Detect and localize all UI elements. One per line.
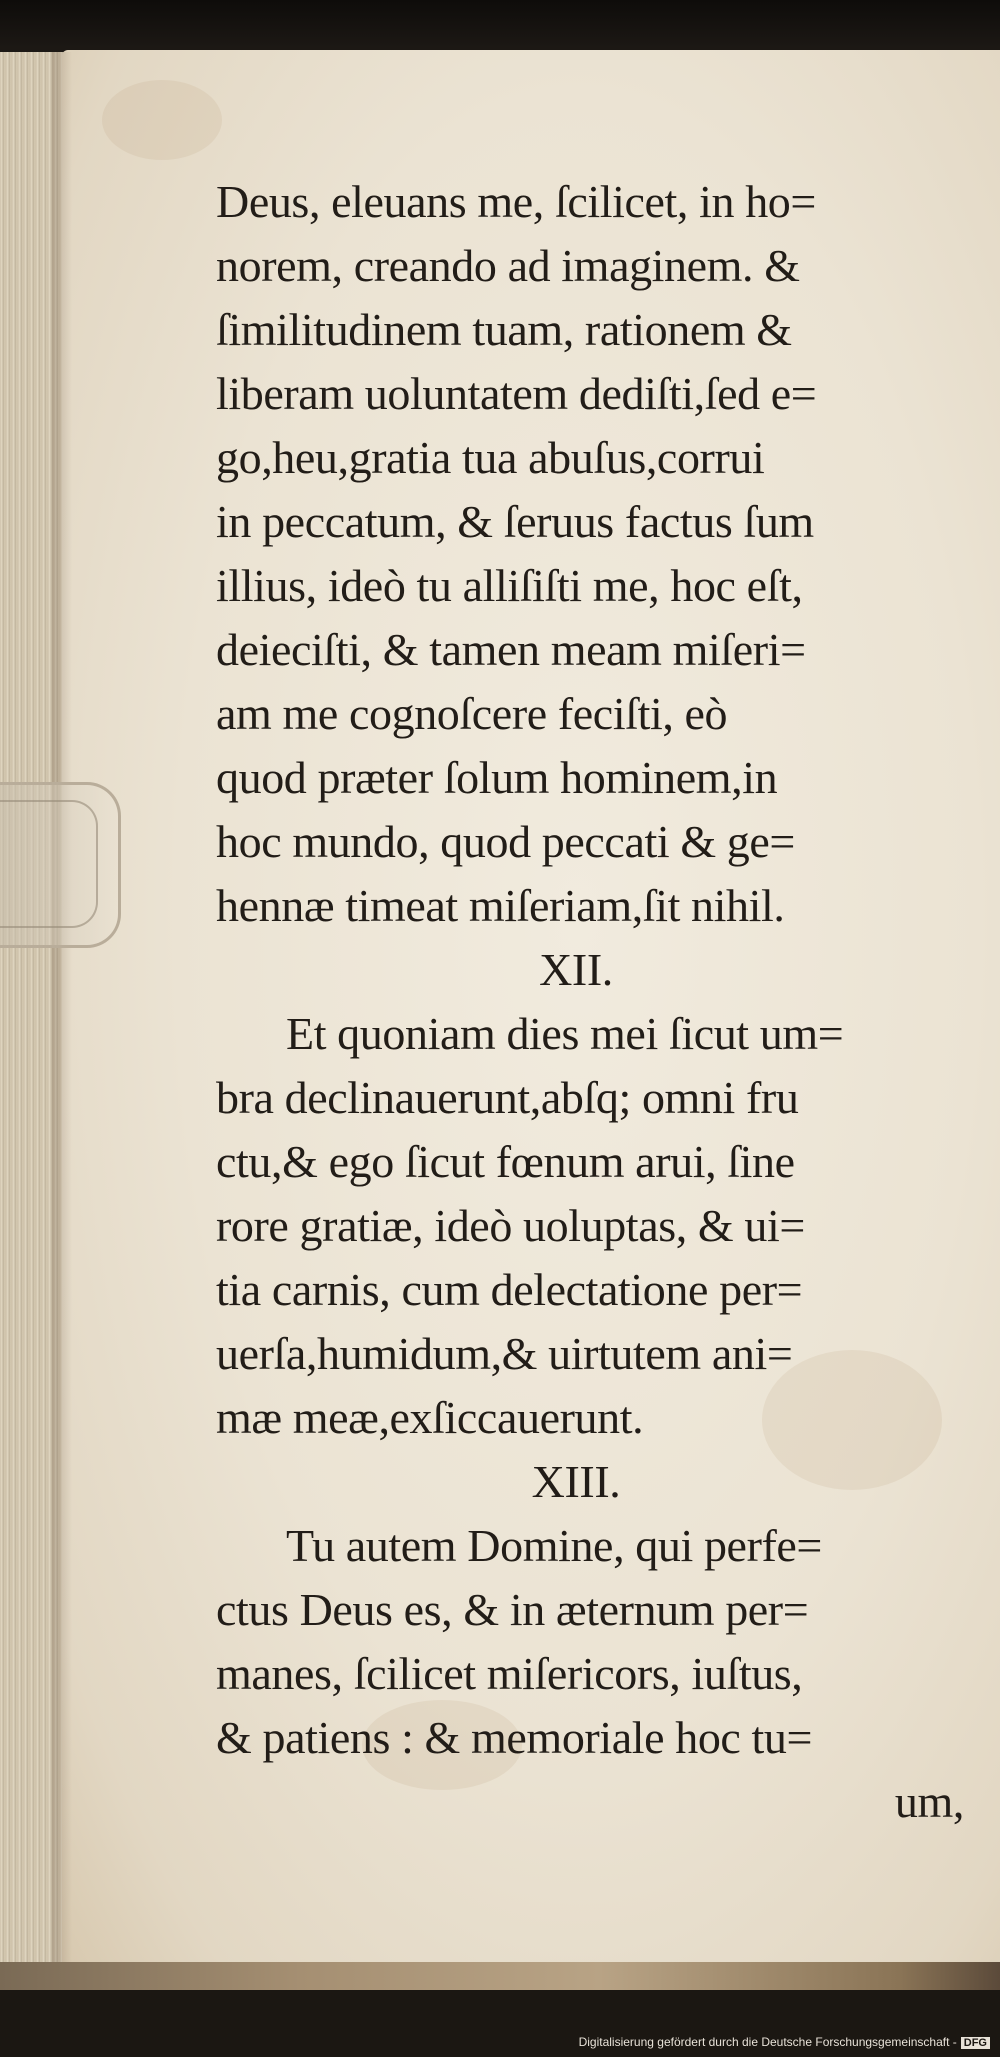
text-line: quod præter ſolum hominem,in: [216, 752, 778, 803]
text-line: rore gratiæ, ideò uoluptas, & ui=: [216, 1200, 805, 1251]
text-line: tia carnis, cum delectatione per=: [216, 1264, 803, 1315]
text-line: hoc mundo, quod peccati & ge=: [216, 816, 795, 867]
digitization-credit: [560, 2035, 990, 2049]
text-line: in peccatum, & ſeruus factus ſum: [216, 496, 814, 547]
scan-background-top: [0, 0, 1000, 52]
text-line: Tu autem Domine, qui perfe=: [286, 1520, 822, 1571]
text-line: liberam uoluntatem dediſti,ſed e=: [216, 368, 817, 419]
catchword: um,: [894, 1776, 964, 1827]
text-line: ctus Deus es, & in æternum per=: [216, 1584, 809, 1635]
text-line: mæ meæ,exſiccauerunt.: [216, 1392, 644, 1443]
page-text: [216, 170, 976, 1834]
text-line: Et quoniam dies mei ſicut um=: [286, 1008, 844, 1059]
text-line: go,heu,gratia tua abuſus,corrui: [216, 432, 765, 483]
credit-text: Digitalisierung gefördert durch die Deutsche Forschungsgemeinschaft -: [578, 2035, 957, 2049]
text-line: Deus, eleuans me, ſcilicet, in ho=: [216, 176, 816, 227]
section-heading: XII.: [539, 944, 613, 995]
text-line: norem, creando ad imaginem. &: [216, 240, 800, 291]
text-line: ſimilitudinem tuam, rationem &: [216, 304, 792, 355]
text-line: ctu,& ego ſicut fœnum arui, ſine: [216, 1136, 795, 1187]
gutter-shadow: [52, 52, 72, 1977]
paper-stain: [102, 80, 222, 160]
text-line: hennæ timeat miſeriam,ſit nihil.: [216, 880, 785, 931]
section-heading: XIII.: [531, 1456, 621, 1507]
text-line: & patiens : & memoriale hoc tu=: [216, 1712, 813, 1763]
text-line: manes, ſcilicet miſericors, iuſtus,: [216, 1648, 803, 1699]
text-line: illius, ideò tu alliſiſti me, hoc eſt,: [216, 560, 803, 611]
text-line: am me cognoſcere feciſti, eò: [216, 688, 728, 739]
text-line: deieciſti, & tamen meam miſeri=: [216, 624, 806, 675]
text-line: bra declinauerunt,abſq; omni fru: [216, 1072, 799, 1123]
page-clip-inner: [0, 800, 98, 928]
dfg-logo-badge: DFG: [961, 2037, 990, 2049]
text-line: uerſa,humidum,& uirtutem ani=: [216, 1328, 793, 1379]
